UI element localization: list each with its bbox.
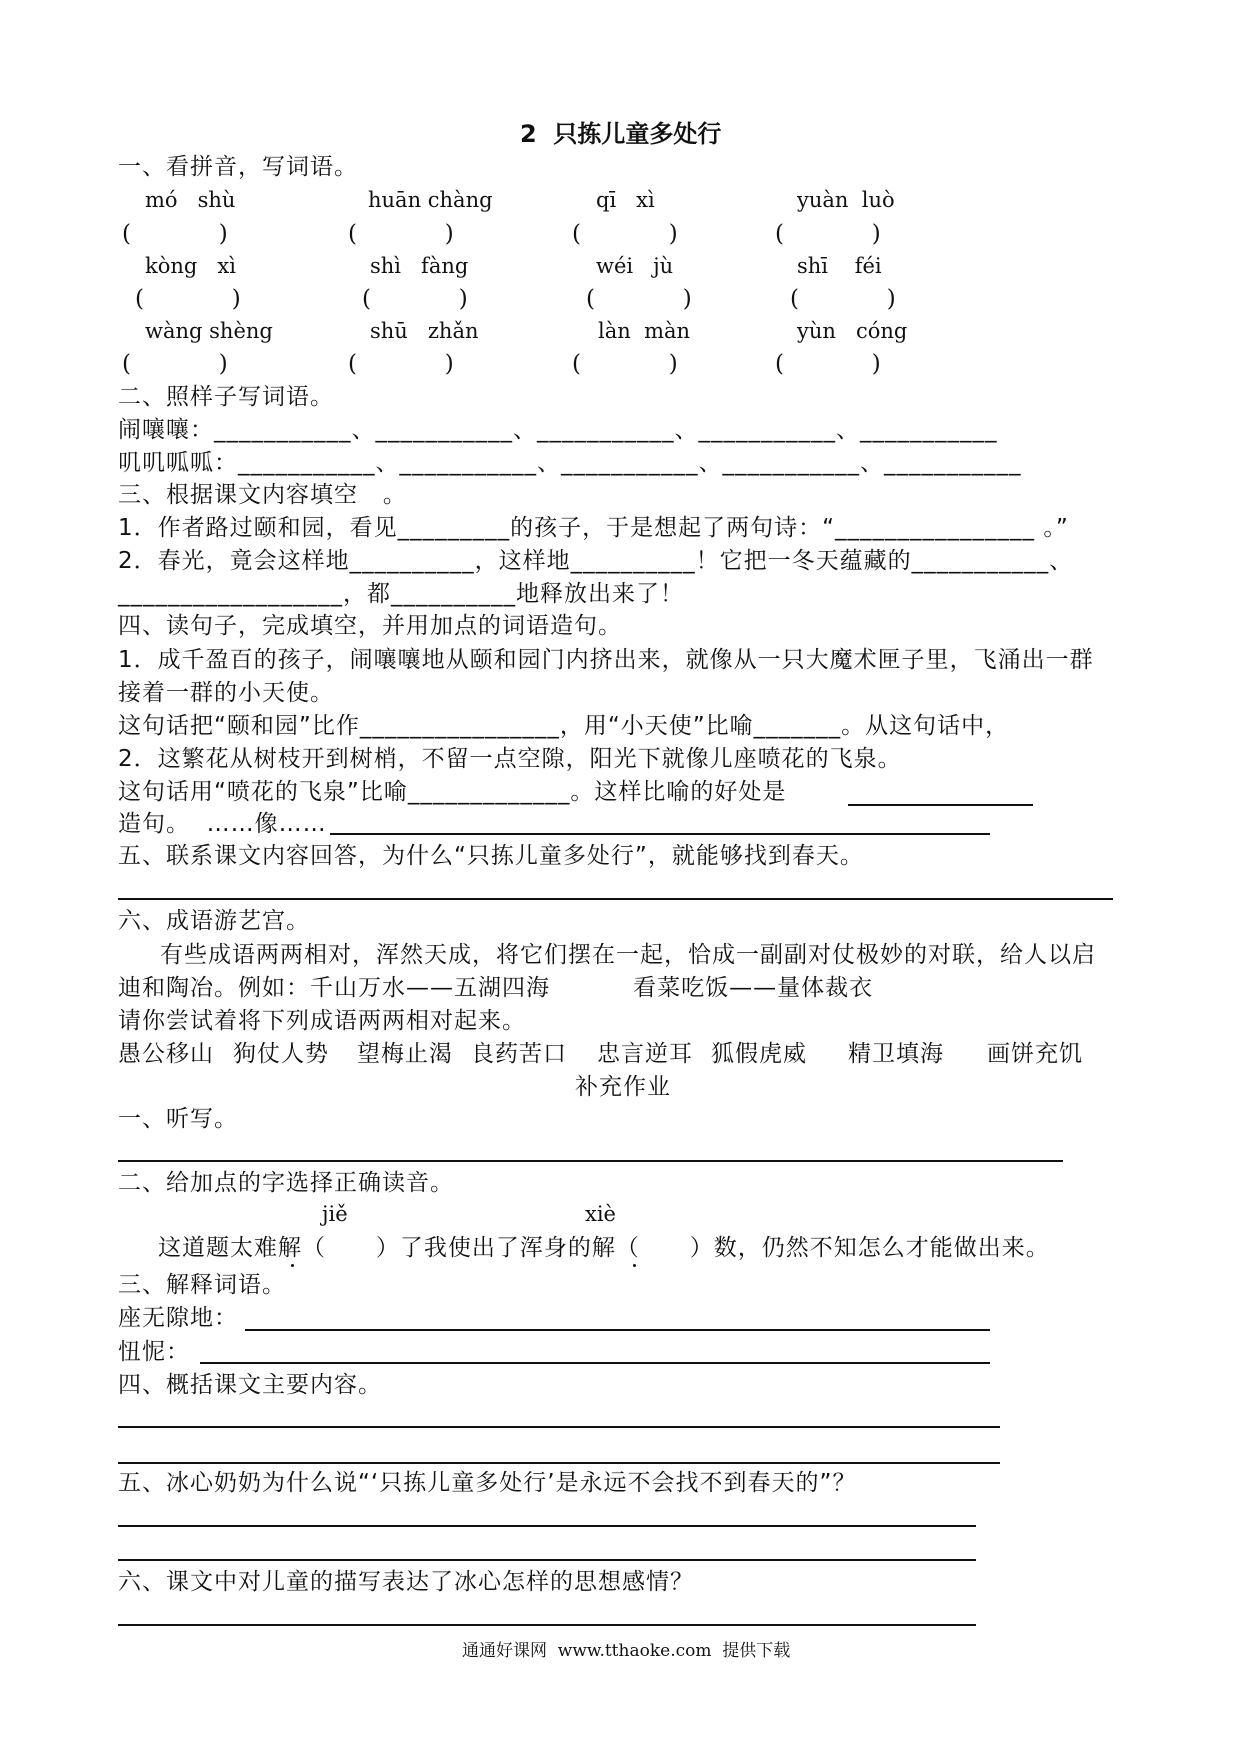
emphasis-dot [633,1264,636,1267]
answer-line [118,1160,1063,1162]
sec4-q2a: 2．这繁花从树枝开到树梢，不留一点空隙，阳光下就像儿座喷花的飞泉。 [118,746,902,772]
answer-paren: ( ) [122,351,228,377]
idiom: 狗仗人势 [233,1041,329,1067]
extra-sentence: 这道题太难解（ ）了我使出了浑身的解（ ）数，仍然不知怎么才能做出来。 [158,1235,1050,1261]
sec4-heading: 四、读句子，完成填空，并用加点的词语造句。 [118,613,622,639]
pinyin-2-3: wéi jù [596,254,674,278]
sec2-heading: 二、照样子写词语。 [118,384,334,410]
sec3-q2b: __________________，都__________地释放出来了！ [118,581,684,607]
sec3-q2a: 2．春光，竟会这样地__________，这样地__________！它把一冬天蕴藏的___________、 [118,548,1074,574]
answer-line [118,1462,1000,1464]
sec6-p2: 迪和陶冶。例如：千山万水——五湖四海 看菜吃饭——量体裁衣 [118,975,874,1001]
idiom: 良药苦口 [471,1041,567,1067]
extra-s6: 六、课文中对儿童的描写表达了冰心怎样的思想感情？ [118,1569,694,1595]
pinyin-jie: jiě [322,1202,348,1226]
sec4-q2c: 造句。 ……像…… [118,811,327,837]
answer-line [200,1362,990,1364]
extra-s1: 一、听写。 [118,1106,238,1132]
answer-paren: ( ) [775,221,881,247]
extra-s3: 三、解释词语。 [118,1272,286,1298]
answer-paren: ( ) [586,286,692,312]
answer-line [118,1624,976,1626]
extra-s4: 四、概括课文主要内容。 [118,1372,382,1398]
answer-paren: ( ) [790,286,896,312]
pinyin-3-4: yùn cóng [797,319,908,343]
sec4-q1c: 这句话把“颐和园”比作________________，用“小天使”比喻_______。从这句话中， [118,713,1010,739]
sec4-q2b: 这句话用“喷花的飞泉”比喻_____________。这样比喻的好处是 [118,779,787,805]
answer-paren: ( ) [348,221,454,247]
answer-line [245,1329,990,1331]
answer-line [330,833,990,835]
pinyin-3-3: làn màn [598,319,691,343]
pinyin-2-4: shī féi [797,254,882,278]
pinyin-3-1: wàng shèng [145,319,273,343]
sec4-q1a: 1．成千盈百的孩子，闹嚷嚷地从颐和园门内挤出来，就像从一只大魔术匣子里，飞涌出一群 [118,647,1094,673]
sec4-q1b: 接着一群的小天使。 [118,680,334,706]
idiom: 狐假虎威 [711,1041,807,1067]
sec1-heading: 一、看拼音，写词语。 [118,154,358,180]
extra-s2: 二、给加点的字选择正确读音。 [118,1170,454,1196]
sec3-heading: 三、根据课文内容填空 。 [118,482,407,508]
word-2: 忸怩： [118,1339,190,1365]
sec2-line1: 闹嚷嚷：___________、___________、___________、___________、___________ [118,417,998,443]
pinyin-2-1: kòng xì [145,254,236,278]
idiom: 画饼充饥 [987,1041,1083,1067]
pinyin-1-3: qī xì [596,188,655,212]
answer-line [118,1559,976,1561]
sec6-p3: 请你尝试着将下列成语两两相对起来。 [118,1008,526,1034]
sec3-q1: 1．作者路过颐和园，看见_________的孩子，于是想起了两句诗：“________________ 。” [118,515,1069,541]
answer-line [118,1426,1000,1428]
pinyin-1-1: mó shù [145,188,236,212]
answer-paren: ( ) [362,286,468,312]
idiom: 忠言逆耳 [597,1041,693,1067]
answer-line [118,898,1113,900]
pinyin-2-2: shì fàng [370,254,469,278]
answer-paren: ( ) [572,351,678,377]
pinyin-3-2: shū zhǎn [370,319,479,343]
idiom: 愚公移山 [118,1041,214,1067]
extra-s5: 五、冰心奶奶为什么说“‘只拣儿童多处行’是永远不会找不到春天的”？ [118,1470,857,1496]
sec2-line2: 叽叽呱呱：___________、___________、___________、___________、___________ [118,450,1022,476]
answer-line [848,804,1033,806]
idiom: 望梅止渴 [357,1041,453,1067]
answer-paren: ( ) [135,286,241,312]
emphasis-dot [291,1264,294,1267]
sec5-heading: 五、联系课文内容回答，为什么“只拣儿童多处行”，就能够找到春天。 [118,843,864,869]
pinyin-xie: xiè [585,1202,616,1226]
extra-title: 补充作业 [575,1074,671,1100]
pinyin-1-2: huān chàng [368,188,493,212]
page-title: 2 只拣儿童多处行 [520,120,722,148]
answer-paren: ( ) [775,351,881,377]
pinyin-1-4: yuàn luò [797,188,895,212]
answer-paren: ( ) [348,351,454,377]
sec6-p1: 有些成语两两相对，浑然天成，将它们摆在一起，恰成一副副对仗极妙的对联，给人以启 [160,942,1096,968]
idiom: 精卫填海 [848,1041,944,1067]
answer-line [118,1525,976,1527]
sec6-heading: 六、成语游艺宫。 [118,908,310,934]
word-1: 座无隙地： [118,1305,238,1331]
answer-paren: ( ) [122,221,228,247]
footer-text: 通通好课网 www.tthaoke.com 提供下载 [462,1641,791,1661]
answer-paren: ( ) [572,221,678,247]
